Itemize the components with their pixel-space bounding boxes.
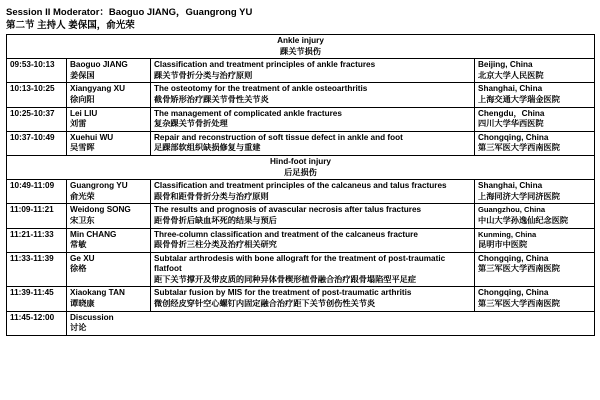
speaker-name-zh: 姜保国 [70, 70, 95, 80]
talk-title-zh: 跟骨骨折三柱分类及治疗相关研究 [154, 240, 277, 250]
talk-title-zh: 微创经皮穿针空心螺钉内固定融合治疗距下关节创伤性关节炎 [154, 299, 376, 309]
talk-cell [151, 252, 475, 287]
location-zh: 第三军医大学西南医院 [478, 143, 560, 153]
time-cell: 10:25-10:37 [7, 107, 67, 131]
speaker-name-en: Xiangyang XU [70, 84, 126, 94]
talk-cell [151, 107, 475, 131]
time-cell: 10:37-10:49 [7, 131, 67, 155]
location-en: Shanghai, China [478, 84, 543, 94]
talk-title-en: Subtalar fusion by MIS for the treatment of post-traumatic arthritis [154, 288, 412, 298]
location-zh: 北京大学人民医院 [478, 70, 544, 80]
location-zh: 第三军医大学西南医院 [478, 299, 560, 309]
location-en: Beijing, China [478, 60, 533, 70]
table-row [7, 131, 595, 155]
speaker-name-zh: 谭晓康 [70, 299, 95, 309]
time-cell: 09:53-10:13 [7, 59, 67, 83]
talk-title-en: The osteotomy for the treatment of ankle osteoarthritis [154, 84, 368, 94]
time-cell: 11:33-11:39 [7, 252, 67, 287]
location-en: Chengdu，China [478, 108, 545, 118]
location-en: Chongqing, China [478, 132, 549, 142]
program-page [6, 6, 594, 336]
time-cell: 10:49-11:09 [7, 180, 67, 204]
discussion-label-zh: 讨论 [70, 323, 87, 333]
speaker-cell [67, 59, 151, 83]
location-zh: 四川大学华西医院 [478, 119, 544, 129]
speaker-name-en: Ge XU [70, 253, 95, 263]
speaker-name-en: Xiaokang TAN [70, 288, 125, 298]
location-cell [475, 287, 595, 311]
talk-title-en: Repair and reconstruction of soft tissue defect in ankle and foot [154, 132, 403, 142]
time-cell: 11:45-12:00 [7, 311, 67, 335]
location-cell [475, 204, 595, 228]
schedule-table [6, 34, 595, 336]
table-row [7, 228, 595, 252]
speaker-name-zh: 徐向阳 [70, 94, 95, 104]
talk-title-zh: 足踝部软组织缺损修复与重建 [154, 143, 261, 153]
location-en: Chongqing, China [478, 253, 549, 263]
talk-cell [151, 59, 475, 83]
talk-title-en: Subtalar arthrodesis with bone allograft for the treatment of post-traumatic flatfoot [154, 253, 446, 274]
talk-cell [151, 131, 475, 155]
table-row [7, 83, 595, 107]
talk-cell [151, 83, 475, 107]
speaker-name-zh: 宋卫东 [70, 215, 95, 225]
location-cell [475, 180, 595, 204]
location-en: Chongqing, China [478, 288, 549, 298]
time-cell: 11:09-11:21 [7, 204, 67, 228]
speaker-name-zh: 刘雷 [70, 119, 87, 129]
speaker-cell [67, 287, 151, 311]
talk-title-zh: 距下关节撑开及带皮质的同种异体骨楔形植骨融合治疗跟骨塌陷型平足症 [154, 274, 417, 284]
talk-cell [151, 204, 475, 228]
time-cell: 10:13-10:25 [7, 83, 67, 107]
location-cell [475, 83, 595, 107]
location-en: Guangzhou, China [478, 205, 546, 215]
speaker-cell [67, 252, 151, 287]
discussion-row [7, 311, 595, 335]
speaker-name-zh: 吴雪晖 [70, 143, 95, 153]
location-en: Shanghai, China [478, 181, 543, 191]
speaker-name-zh: 徐格 [70, 264, 87, 274]
section-title-cell [7, 155, 595, 179]
location-zh: 上海同济大学同济医院 [478, 191, 560, 201]
table-row [7, 287, 595, 311]
location-zh: 昆明市中医院 [478, 240, 528, 250]
discussion-label-en: Discussion [70, 312, 114, 322]
speaker-name-en: Min CHANG [70, 229, 117, 239]
speaker-name-en: Weidong SONG [70, 205, 131, 215]
talk-title-en: Three-column classification and treatment of the calcaneus fracture [154, 229, 418, 239]
speaker-cell [67, 180, 151, 204]
speaker-cell [67, 204, 151, 228]
speaker-cell [67, 107, 151, 131]
speaker-cell [67, 228, 151, 252]
time-cell: 11:21-11:33 [7, 228, 67, 252]
speaker-name-zh: 俞光荣 [70, 191, 95, 201]
location-cell [475, 107, 595, 131]
location-en: Kunming, China [478, 229, 537, 239]
section-header-hindfoot [7, 155, 595, 179]
table-row [7, 252, 595, 287]
talk-title-en: The results and prognosis of avascular necrosis after talus fractures [154, 205, 422, 215]
talk-title-en: The management of complicated ankle fractures [154, 108, 342, 118]
talk-title-zh: 跟骨和距骨骨折分类与治疗原则 [154, 191, 269, 201]
session-heading-en: Session II Moderator：Baoguo JIANG，Guangrong YU [6, 7, 253, 18]
speaker-name-en: Xuehui WU [70, 132, 114, 142]
table-row [7, 204, 595, 228]
location-zh: 中山大学孙逸仙纪念医院 [478, 215, 569, 225]
talk-title-zh: 复杂踝关节骨折处理 [154, 119, 228, 129]
discussion-cell [67, 311, 595, 335]
section-title-zh: 踝关节损伤 [280, 46, 321, 56]
location-zh: 第三军医大学西南医院 [478, 264, 560, 274]
speaker-cell [67, 83, 151, 107]
speaker-name-en: Baoguo JIANG [70, 60, 128, 70]
section-header-ankle [7, 35, 595, 59]
session-heading-zh: 第二节 主持人 姜保国，俞光荣 [6, 20, 135, 31]
location-cell [475, 131, 595, 155]
speaker-name-zh: 常敏 [70, 240, 87, 250]
talk-title-en: Classification and treatment principles of the calcaneus and talus fractures [154, 181, 447, 191]
speaker-cell [67, 131, 151, 155]
talk-title-en: Classification and treatment principles of ankle fractures [154, 60, 376, 70]
speaker-name-en: Guangrong YU [70, 181, 128, 191]
talk-title-zh: 截骨矫形治疗踝关节骨性关节炎 [154, 94, 269, 104]
location-cell [475, 252, 595, 287]
time-cell: 11:39-11:45 [7, 287, 67, 311]
table-row [7, 107, 595, 131]
location-zh: 上海交通大学瑞金医院 [478, 94, 560, 104]
section-title-en: Hind-foot injury [270, 156, 331, 166]
section-title-en: Ankle injury [277, 36, 324, 45]
talk-cell [151, 180, 475, 204]
location-cell [475, 228, 595, 252]
section-title-cell [7, 35, 595, 59]
table-row [7, 59, 595, 83]
talk-title-zh: 踝关节骨折分类与治疗原则 [154, 70, 253, 80]
location-cell [475, 59, 595, 83]
section-title-zh: 后足损伤 [284, 167, 317, 177]
talk-cell [151, 228, 475, 252]
talk-title-zh: 距骨骨折后缺血坏死的结果与预后 [154, 215, 277, 225]
talk-cell [151, 287, 475, 311]
table-row [7, 180, 595, 204]
speaker-name-en: Lei LIU [70, 108, 98, 118]
